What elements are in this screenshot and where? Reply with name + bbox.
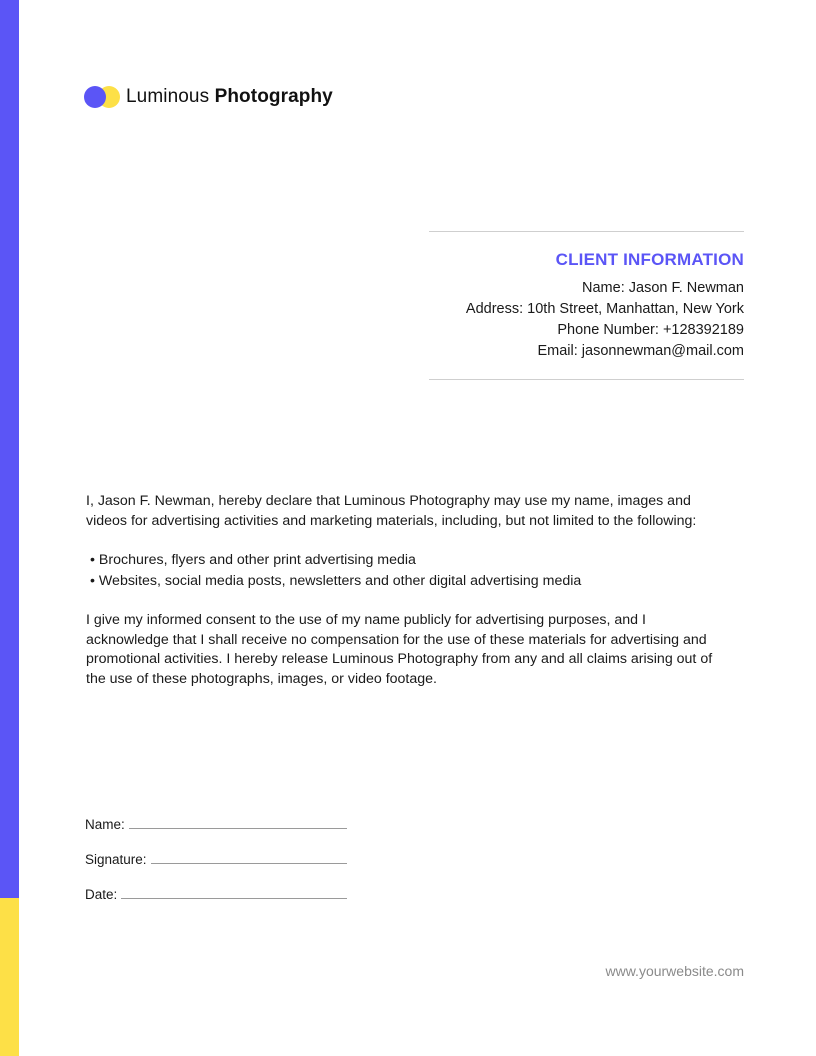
signature-field[interactable] <box>85 832 347 867</box>
signature-fields <box>85 815 347 902</box>
client-phone: Phone Number: +128392189 <box>557 322 744 338</box>
brand-name-bold: Photography <box>214 86 333 107</box>
footer-website[interactable]: www.yourwebsite.com <box>605 963 744 979</box>
brand-name-light: Luminous <box>126 86 210 107</box>
date-field-line[interactable] <box>121 898 347 899</box>
signature-field-line[interactable] <box>151 863 347 864</box>
list-item: • Websites, social media posts, newsletters and other digital advertising media <box>86 571 726 592</box>
client-information-title: CLIENT INFORMATION <box>555 250 744 269</box>
name-field-line[interactable] <box>129 828 347 829</box>
side-accent-bar-yellow <box>0 898 19 1056</box>
logo-circles-icon <box>84 85 122 109</box>
client-address: Address: 10th Street, Manhattan, New York <box>465 301 744 317</box>
client-name: Name: Jason F. Newman <box>582 280 744 296</box>
name-field-label: Name: <box>85 817 125 832</box>
name-field[interactable] <box>85 815 347 832</box>
usage-list <box>86 550 726 592</box>
client-information-block <box>429 231 744 380</box>
date-field-label: Date: <box>85 887 118 902</box>
date-field[interactable] <box>85 867 347 902</box>
side-accent-bar-purple <box>0 0 19 898</box>
consent-paragraph: I give my informed consent to the use of my name publicly for advertising purposes, and I acknowledge that I shall receive no compensation for the use of these materials for advertising and promotional activities. I hereby release Luminous Photography from any and all claims arising out of the use of these photographs, images, or video footage. <box>86 612 713 687</box>
release-body <box>86 492 726 689</box>
intro-paragraph: I, Jason F. Newman, hereby declare that Luminous Photography may use my name, images and videos for advertising activities and marketing materials, including, but not limited to the following: <box>86 493 697 529</box>
client-email: Email: jasonnewman@mail.com <box>537 343 744 359</box>
logo-purple-circle <box>84 86 106 108</box>
signature-field-label: Signature: <box>85 852 147 867</box>
brand-logo <box>84 84 333 110</box>
brand-name <box>126 86 333 108</box>
list-item: • Brochures, flyers and other print advertising media <box>86 550 726 571</box>
